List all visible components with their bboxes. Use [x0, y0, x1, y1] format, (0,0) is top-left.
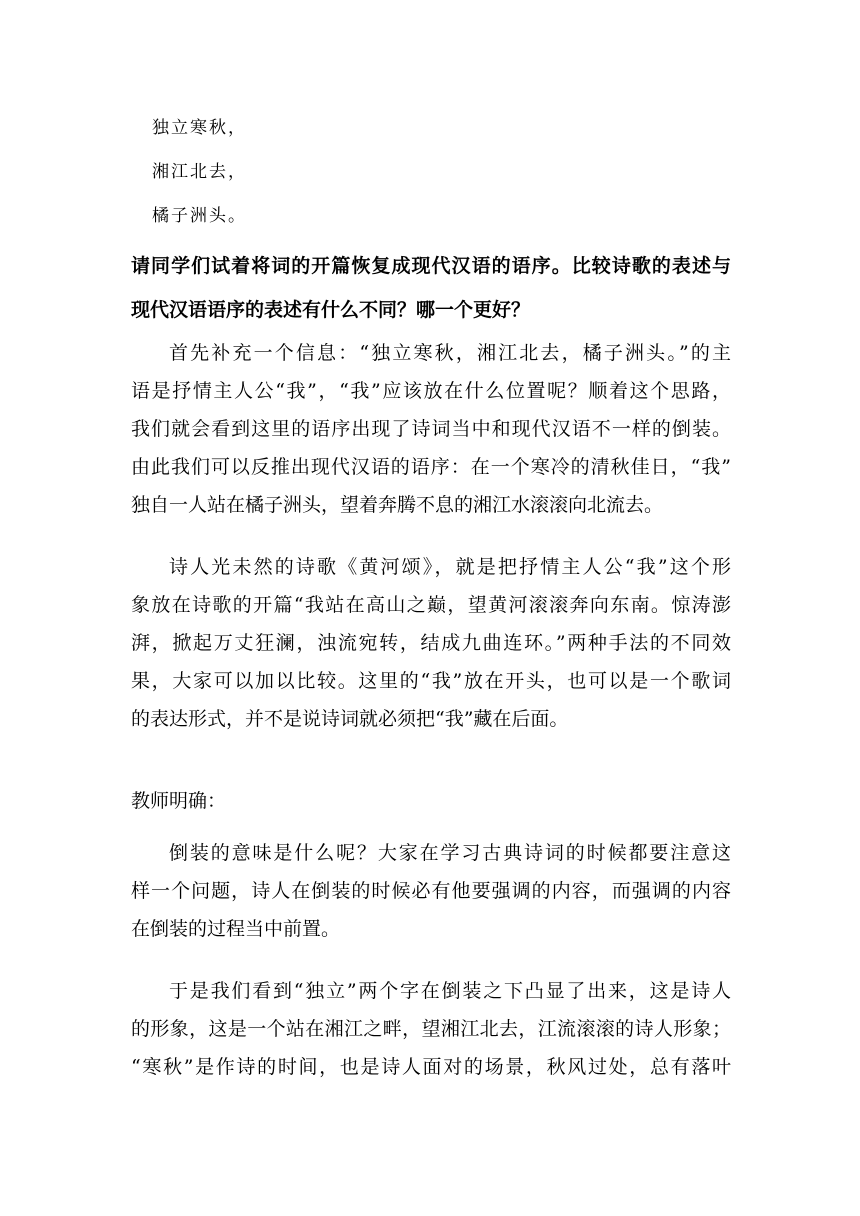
paragraph-line: 我们就会看到这里的语序出现了诗词当中和现代汉语不一样的倒装。: [131, 418, 731, 440]
paragraph-line: 独自一人站在橘子洲头，望着奔腾不息的湘江水滚滚向北流去。: [131, 494, 664, 516]
paragraph-line: “寒秋”是作诗的时间，也是诗人面对的场景，秋风过处，总有落叶: [131, 1056, 731, 1078]
paragraph-line: 的形象，这是一个站在湘江之畔，望湘江北去，江流滚滚的诗人形象；: [131, 1018, 731, 1040]
paragraph-line: 在倒装的过程当中前置。: [131, 918, 341, 940]
question-line-1: 请同学们试着将词的开篇恢复成现代汉语的语序。比较诗歌的表述与: [131, 255, 731, 277]
paragraph-line: 于是我们看到“独立”两个字在倒装之下凸显了出来，这是诗人: [169, 980, 731, 1002]
paragraph-line: 的表达形式，并不是说诗词就必须把“我”藏在后面。: [131, 708, 569, 730]
paragraph-1: [131, 334, 731, 524]
poem-line-1: 独立寒秋，: [152, 118, 247, 138]
paragraph-line: 样一个问题，诗人在倒装的时候必有他要强调的内容，而强调的内容: [131, 880, 731, 902]
paragraph-line: 由此我们可以反推出现代汉语的语序：在一个寒冷的清秋佳日，“我”: [131, 456, 731, 478]
paragraph-line: 语是抒情主人公“我”，“我”应该放在什么位置呢？顺着这个思路，: [131, 380, 731, 402]
paragraph-line: 果，大家可以加以比较。这里的“我”放在开头，也可以是一个歌词: [131, 670, 731, 692]
paragraph-line: 诗人光未然的诗歌《黄河颂》，就是把抒情主人公“我”这个形: [169, 556, 731, 578]
poem-line-2: 湘江北去，: [152, 162, 247, 182]
paragraph-line: 首先补充一个信息：“独立寒秋，湘江北去，橘子洲头。”的主: [169, 342, 731, 364]
question-line-2: 现代汉语语序的表述有什么不同？哪一个更好？: [131, 299, 531, 321]
discussion-question: [131, 244, 731, 332]
teacher-clarification-label: 教师明确：: [131, 790, 227, 812]
paragraph-line: 湃，掀起万丈狂澜，浊流宛转，结成九曲连环。”两种手法的不同效: [131, 632, 731, 654]
paragraph-2: [131, 548, 731, 738]
paragraph-line: 倒装的意味是什么呢？大家在学习古典诗词的时候都要注意这: [169, 842, 731, 864]
paragraph-line: 象放在诗歌的开篇“我站在高山之巅，望黄河滚滚奔向东南。惊涛澎: [131, 594, 731, 616]
paragraph-3: [131, 834, 731, 948]
poem-line-3: 橘子洲头。: [152, 206, 247, 226]
paragraph-4: [131, 972, 731, 1086]
